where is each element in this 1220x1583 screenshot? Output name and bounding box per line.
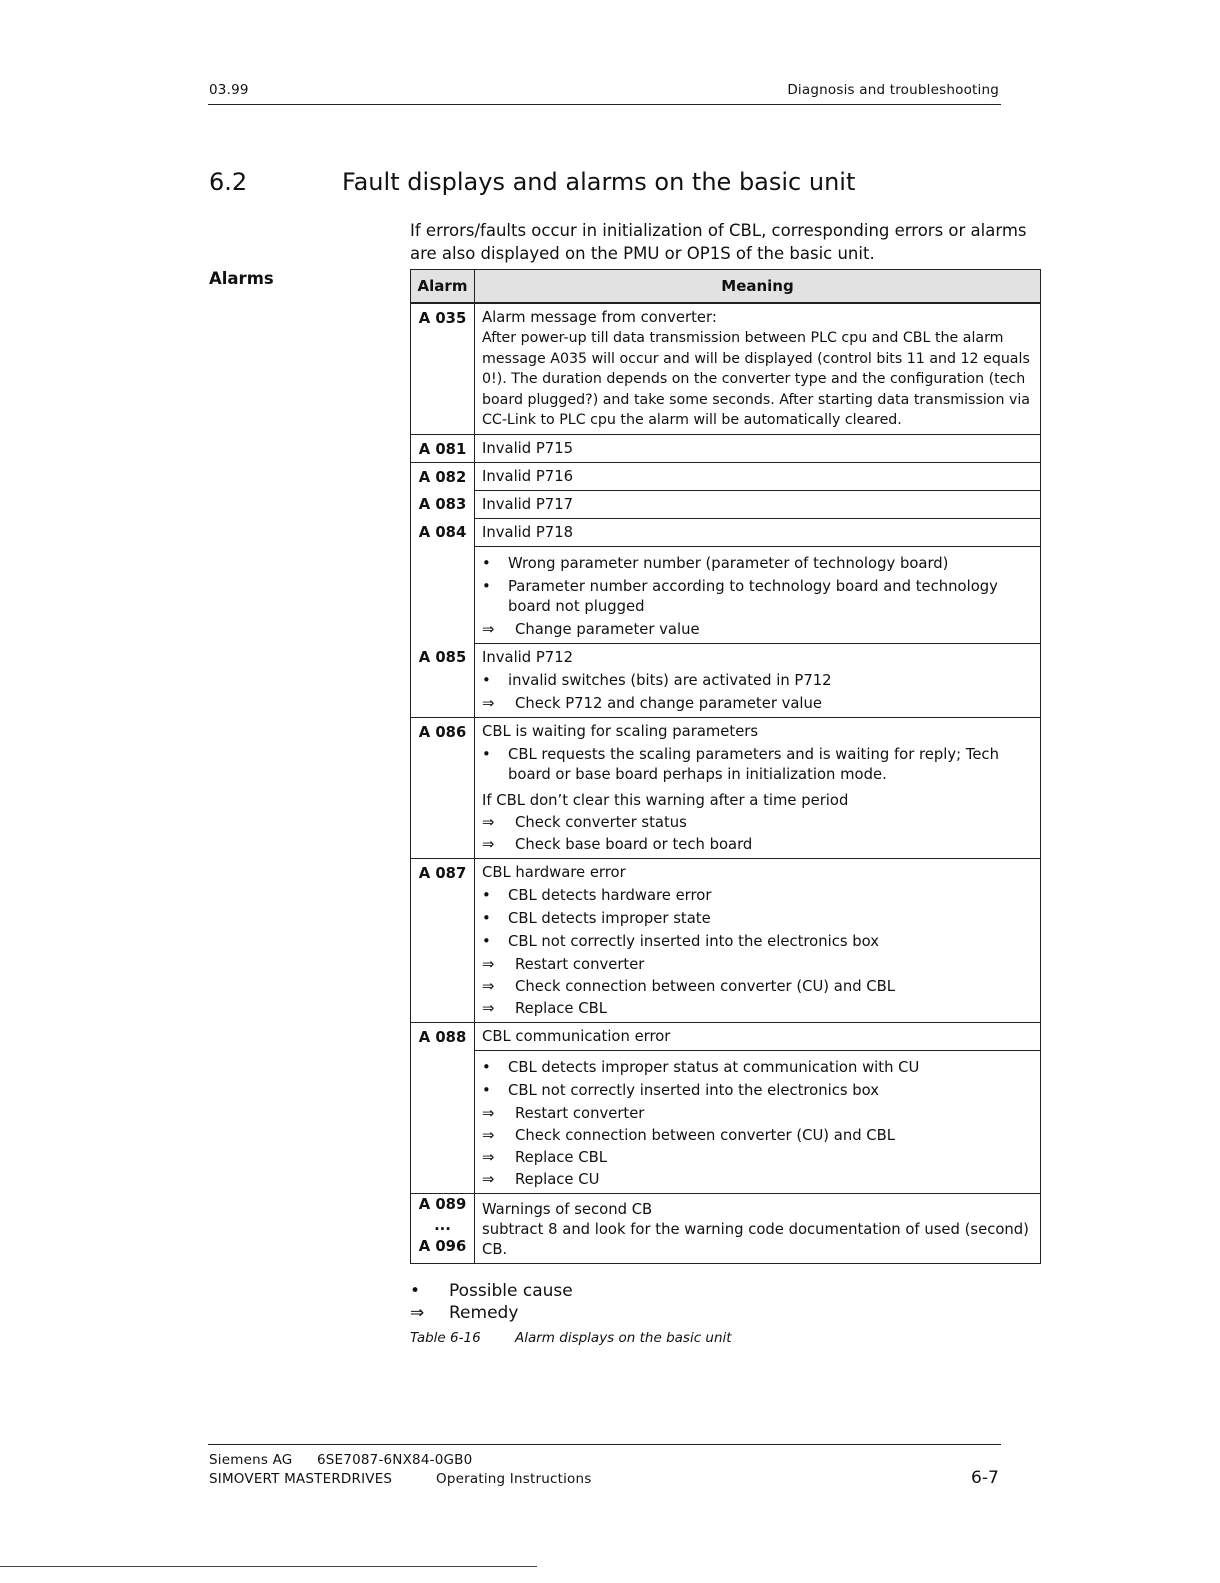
footer-company: Siemens AG bbox=[209, 1452, 293, 1468]
alarm-meaning: Warnings of second CB subtract 8 and look for the warning code documentation of used (second) CB. bbox=[475, 1193, 1041, 1263]
alarm-code: A 081 bbox=[411, 434, 475, 462]
table-caption: Table 6-16 Alarm displays on the basic unit bbox=[410, 1330, 732, 1346]
cause-item: • CBL detects hardware error bbox=[482, 886, 712, 904]
bullet-icon: • bbox=[482, 577, 491, 595]
header-rule bbox=[208, 104, 1001, 105]
remedy-item: ⇒ Restart converter bbox=[482, 955, 645, 973]
footer-doc-type: Operating Instructions bbox=[436, 1471, 592, 1487]
bullet-icon: • bbox=[482, 1081, 491, 1099]
bullet-icon: • bbox=[482, 554, 491, 572]
alarm-code: A 085 bbox=[411, 643, 475, 717]
remedy-item: ⇒ Check converter status bbox=[482, 813, 687, 831]
meaning-title: Alarm message from converter: bbox=[482, 309, 717, 326]
footer-product: SIMOVERT MASTERDRIVES bbox=[209, 1471, 393, 1487]
bullet-icon: • bbox=[482, 886, 491, 904]
bullet-icon: • bbox=[482, 671, 491, 689]
remedy-item: ⇒ Restart converter bbox=[482, 1104, 645, 1122]
arrow-icon: ⇒ bbox=[482, 1170, 495, 1188]
arrow-icon: ⇒ bbox=[482, 955, 495, 973]
arrow-icon: ⇒ bbox=[482, 1126, 495, 1144]
legend-cause: • Possible cause bbox=[410, 1281, 573, 1301]
arrow-icon: ⇒ bbox=[482, 977, 495, 995]
remedy-item: ⇒ Replace CBL bbox=[482, 1148, 607, 1166]
meaning-text: After power-up till data transmission between PLC cpu and CBL the alarm message A035 will occur and will be displayed (control bits 11 and 12 equals 0!). The duration depends on the converter type and the configuration (tech board plugged?) and take some seconds. After starting data transmission via CC-Link to PLC cpu the alarm will be automatically cleared. bbox=[482, 330, 1030, 428]
alarm-meaning bbox=[475, 303, 1041, 434]
legend-remedy: ⇒ Remedy bbox=[410, 1303, 519, 1323]
remedy-item: ⇒ Check connection between converter (CU) and CBL bbox=[482, 977, 896, 995]
page-number: 6-7 bbox=[971, 1468, 999, 1488]
alarm-code: A 087 bbox=[411, 858, 475, 1022]
alarm-code: A 082 bbox=[411, 462, 475, 490]
table-row bbox=[411, 858, 1041, 1022]
table-row bbox=[411, 1050, 1041, 1193]
side-label-alarms: Alarms bbox=[209, 269, 274, 288]
alarm-table bbox=[410, 269, 1041, 1264]
arrow-icon: ⇒ bbox=[482, 1104, 495, 1122]
bullet-icon: • bbox=[482, 745, 491, 763]
arrow-icon: ⇒ bbox=[482, 999, 495, 1017]
alarm-code: A 088 bbox=[411, 1022, 475, 1050]
alarm-code: A 083 bbox=[411, 490, 475, 518]
alarm-code: A 035 bbox=[411, 303, 475, 434]
remedy-item: ⇒ Check base board or tech board bbox=[482, 835, 753, 853]
arrow-icon: ⇒ bbox=[482, 813, 495, 831]
table-row bbox=[411, 490, 1041, 518]
section-number: 6.2 bbox=[209, 168, 248, 196]
alarm-code: A 084 bbox=[411, 518, 475, 643]
header-chapter: Diagnosis and troubleshooting bbox=[787, 82, 999, 98]
table-row bbox=[411, 518, 1041, 546]
alarm-meaning: CBL is waiting for scaling parameters • CBL requests the scaling parameters and is waiting for reply; Tech board or base board perhaps in initialization mode. If CBL don’t clear this warning after a time period ⇒ Check converter status ⇒ Check base board or tech board bbox=[475, 717, 1041, 858]
footer-rule bbox=[208, 1444, 1001, 1445]
alarm-meaning: CBL hardware error • CBL detects hardware error • CBL detects improper state • CBL not correctly inserted into the electronics box ⇒ Restart converter ⇒ Check connection between converter (CU) and CBL ⇒ Replace CBL bbox=[475, 858, 1041, 1022]
cause-item: • CBL requests the scaling parameters and is waiting for reply; Tech board or base board perhaps in initialization mode. bbox=[482, 745, 999, 783]
arrow-icon: ⇒ bbox=[482, 694, 495, 712]
alarm-meaning: Invalid P717 bbox=[475, 490, 1041, 518]
remedy-item: ⇒ Change parameter value bbox=[482, 620, 700, 638]
column-header-meaning: Meaning bbox=[475, 270, 1041, 304]
table-row bbox=[411, 462, 1041, 490]
cause-item: • CBL detects improper status at communication with CU bbox=[482, 1058, 920, 1076]
header-date: 03.99 bbox=[209, 82, 249, 98]
arrow-icon: ⇒ bbox=[482, 620, 495, 638]
alarm-meaning: Invalid P712 • invalid switches (bits) are activated in P712 ⇒ Check P712 and change parameter value bbox=[475, 643, 1041, 717]
remedy-item: ⇒ Replace CU bbox=[482, 1170, 600, 1188]
crop-line bbox=[0, 1566, 537, 1567]
bullet-icon: • bbox=[482, 1058, 491, 1076]
arrow-icon: ⇒ bbox=[482, 1148, 495, 1166]
arrow-icon: ⇒ bbox=[410, 1303, 425, 1323]
cause-item: • Wrong parameter number (parameter of technology board) bbox=[482, 554, 949, 572]
alarm-meaning: Invalid P715 bbox=[475, 434, 1041, 462]
footer-order-number: 6SE7087-6NX84-0GB0 bbox=[317, 1452, 473, 1468]
cause-item: • CBL not correctly inserted into the electronics box bbox=[482, 932, 880, 950]
cause-item: • invalid switches (bits) are activated in P712 bbox=[482, 671, 832, 689]
alarm-details bbox=[475, 546, 1041, 643]
column-header-alarm: Alarm bbox=[411, 270, 475, 304]
alarm-meaning: Invalid P716 bbox=[475, 462, 1041, 490]
cause-item: • Parameter number according to technology board and technology board not plugged bbox=[482, 577, 998, 615]
table-row bbox=[411, 1193, 1041, 1263]
remedy-item: ⇒ Replace CBL bbox=[482, 999, 607, 1017]
arrow-icon: ⇒ bbox=[482, 835, 495, 853]
bullet-icon: • bbox=[410, 1281, 421, 1301]
bullet-icon: • bbox=[482, 909, 491, 927]
alarm-details bbox=[475, 1050, 1041, 1193]
alarm-meaning: Invalid P718 bbox=[475, 518, 1041, 546]
table-row bbox=[411, 546, 1041, 643]
table-row bbox=[411, 303, 1041, 434]
cause-item: • CBL detects improper state bbox=[482, 909, 711, 927]
remedy-item: ⇒ Check P712 and change parameter value bbox=[482, 694, 823, 712]
meaning-note: If CBL don’t clear this warning after a time period bbox=[482, 791, 849, 809]
section-title: Fault displays and alarms on the basic unit bbox=[342, 168, 856, 196]
alarm-code: A 086 bbox=[411, 717, 475, 858]
table-header-row bbox=[411, 270, 1041, 304]
cause-item: • CBL not correctly inserted into the electronics box bbox=[482, 1081, 880, 1099]
table-row bbox=[411, 1022, 1041, 1050]
alarm-meaning: CBL communication error bbox=[475, 1022, 1041, 1050]
alarm-code-continued bbox=[411, 1050, 475, 1193]
table-row bbox=[411, 643, 1041, 717]
intro-paragraph: If errors/faults occur in initialization of CBL, corresponding errors or alarms are also displayed on the PMU or OP1S of the basic unit. bbox=[410, 221, 1027, 263]
table-row bbox=[411, 717, 1041, 858]
alarm-code-range: A 089 ... A 096 bbox=[411, 1193, 475, 1263]
table-row bbox=[411, 434, 1041, 462]
bullet-icon: • bbox=[482, 932, 491, 950]
remedy-item: ⇒ Check connection between converter (CU) and CBL bbox=[482, 1126, 896, 1144]
